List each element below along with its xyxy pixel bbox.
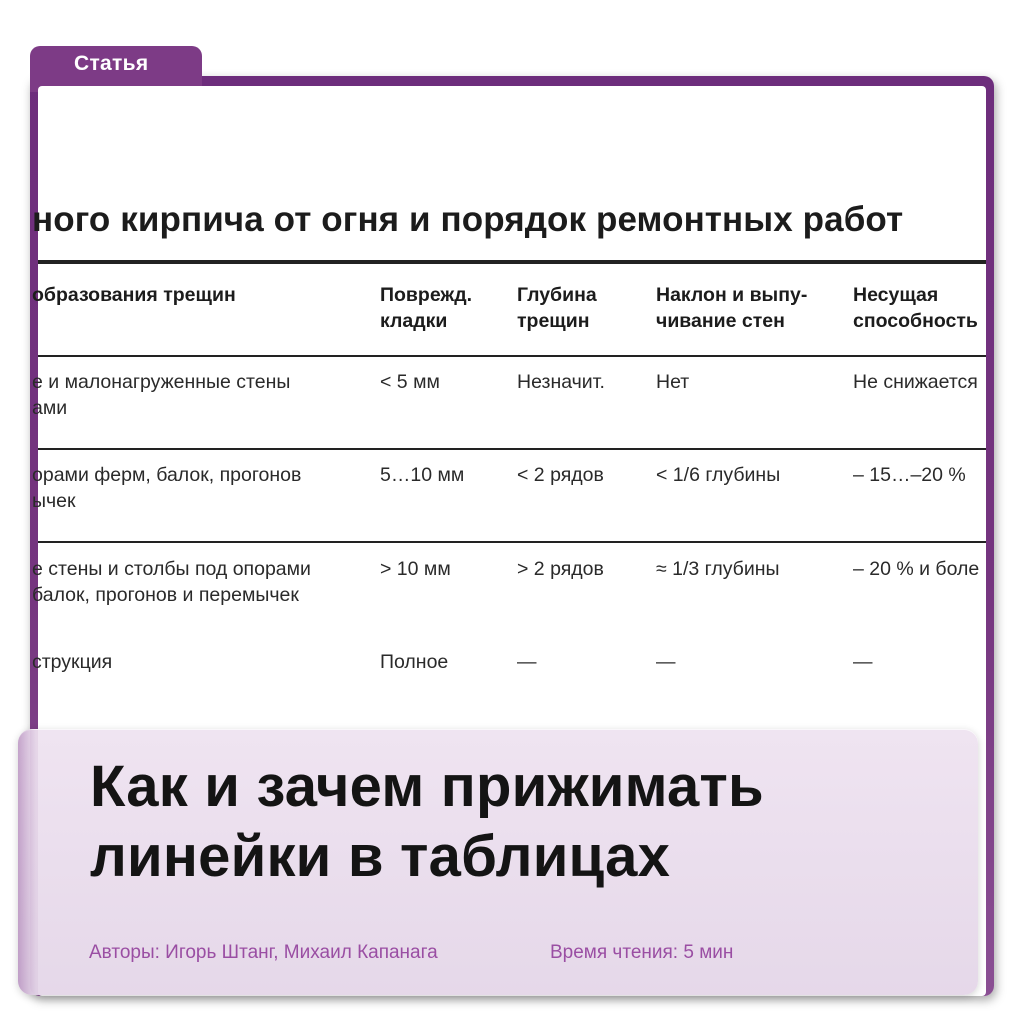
table-cell: – 15…–20 % (853, 464, 966, 486)
table-cell: Не снижается (853, 371, 978, 393)
table-title: ного кирпича от огня и порядок ремонтных работ (32, 200, 904, 239)
table-cell: Незначит. (517, 371, 605, 393)
table-cell: > 2 рядов (517, 558, 604, 580)
table-cell: — (853, 651, 873, 673)
article-reading-time: Время чтения: 5 мин (550, 942, 734, 963)
table-cell: е и малонагруженные стены ами (32, 371, 291, 419)
table-cell: — (656, 651, 676, 673)
table-cell: — (517, 651, 537, 673)
table-cell: < 5 мм (380, 371, 440, 393)
table-cell: е стены и столбы под опорами балок, прогонов и перемычек (32, 558, 311, 606)
table-header-cell: образования трещин (32, 284, 236, 306)
table-cell: – 20 % и боле (853, 558, 980, 580)
article-headline[interactable]: Как и зачем прижимать линейки в таблицах (90, 754, 764, 889)
article-authors: Авторы: Игорь Штанг, Михаил Капанага (89, 942, 438, 963)
table-cell: 5…10 мм (380, 464, 465, 486)
table-rule (38, 355, 986, 357)
table-header-cell: Наклон и выпу- чивание стен (656, 284, 808, 332)
article-type-tab[interactable]: Статья (30, 46, 202, 92)
table-rule (38, 448, 986, 450)
table-header-cell: Несущая способность (853, 284, 978, 332)
table-cell: Полное (380, 651, 449, 673)
table-cell: < 1/6 глубины (656, 464, 781, 486)
overlay-edge-shade (18, 729, 36, 995)
table-cell: > 10 мм (380, 558, 451, 580)
table-cell: ≈ 1/3 глубины (656, 558, 780, 580)
table-rule (38, 541, 986, 543)
table-cell: < 2 рядов (517, 464, 604, 486)
table-cell: орами ферм, балок, прогонов ычек (32, 464, 302, 512)
table-cell: струкция (32, 651, 113, 673)
table-header-cell: Глубина трещин (517, 284, 597, 332)
table-cell: Нет (656, 371, 690, 393)
table-header-cell: Поврежд. кладки (380, 284, 473, 332)
table-rule (38, 261, 986, 263)
